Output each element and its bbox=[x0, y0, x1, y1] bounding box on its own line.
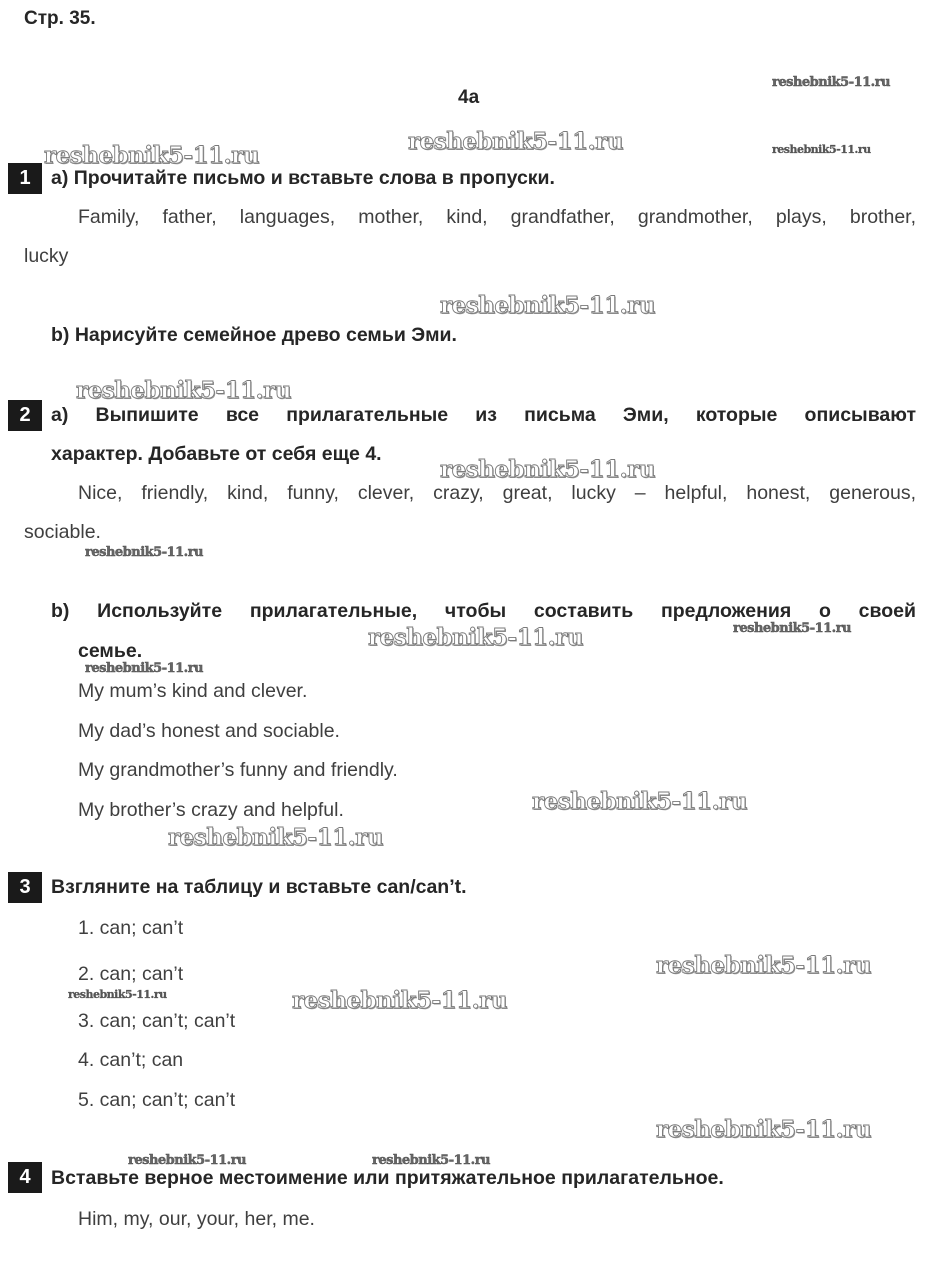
watermark: reshebnik5-11.ru bbox=[68, 988, 167, 1001]
sentence: My dad’s honest and sociable. bbox=[78, 720, 340, 742]
watermark: reshebnik5-11.ru bbox=[733, 621, 852, 636]
answer-item: 5. can; can’t; can’t bbox=[78, 1089, 236, 1111]
task1-a-answer: Family, father, languages, mother, kind, grandfather, grandmother, plays, brother, bbox=[78, 206, 916, 228]
answer-item: 2. can; can’t bbox=[78, 963, 184, 985]
page-number: Стр. 35. bbox=[24, 8, 96, 29]
task-number-badge: 4 bbox=[8, 1162, 42, 1193]
task2-a-title: a) Выпишите все прилагательные из письма Эми, которые описывают bbox=[51, 404, 916, 426]
watermark: reshebnik5-11.ru bbox=[76, 377, 291, 404]
watermark: reshebnik5-11.ru bbox=[408, 128, 623, 155]
watermark: reshebnik5-11.ru bbox=[440, 292, 655, 319]
watermark: reshebnik5-11.ru bbox=[85, 661, 204, 676]
task4-title: Вставьте верное местоимение или притяжательное прилагательное. bbox=[51, 1167, 724, 1189]
watermark: reshebnik5-11.ru bbox=[44, 142, 259, 169]
answer-item: 1. can; can’t bbox=[78, 917, 184, 939]
sentence: My grandmother’s funny and friendly. bbox=[78, 759, 398, 781]
sentence: My mum’s kind and clever. bbox=[78, 680, 308, 702]
task2-a-title-cont: характер. Добавьте от себя еще 4. bbox=[51, 443, 382, 465]
watermark: reshebnik5-11.ru bbox=[440, 456, 655, 483]
watermark: reshebnik5-11.ru bbox=[772, 75, 891, 90]
task-number-badge: 3 bbox=[8, 872, 42, 903]
task2-a-answer: Nice, friendly, kind, funny, clever, crazy, great, lucky – helpful, honest, generous, bbox=[78, 482, 916, 504]
sentence: My brother’s crazy and helpful. bbox=[78, 799, 344, 821]
task2-b-title: b) Используйте прилагательные, чтобы составить предложения о своей bbox=[51, 600, 916, 622]
task2-a-answer-cont: sociable. bbox=[24, 521, 101, 543]
watermark: reshebnik5-11.ru bbox=[656, 952, 871, 979]
answer-item: 4. can’t; can bbox=[78, 1049, 184, 1071]
watermark: reshebnik5-11.ru bbox=[85, 545, 204, 560]
task1-b-title: b) Нарисуйте семейное древо семьи Эми. bbox=[51, 324, 457, 346]
task-number-badge: 1 bbox=[8, 163, 42, 194]
watermark: reshebnik5-11.ru bbox=[292, 987, 507, 1014]
watermark: reshebnik5-11.ru bbox=[372, 1153, 491, 1168]
watermark: reshebnik5-11.ru bbox=[532, 788, 747, 815]
task3-title: Взгляните на таблицу и вставьте can/can’t. bbox=[51, 876, 467, 898]
watermark: reshebnik5-11.ru bbox=[128, 1153, 247, 1168]
watermark: reshebnik5-11.ru bbox=[368, 624, 583, 651]
task2-b-title-cont: семье. bbox=[78, 640, 143, 662]
task1-a-answer-cont: lucky bbox=[24, 245, 69, 267]
watermark: reshebnik5-11.ru bbox=[656, 1116, 871, 1143]
task1-a-title: a) Прочитайте письмо и вставьте слова в пропуски. bbox=[51, 167, 555, 189]
answer-item: 3. can; can’t; can’t bbox=[78, 1010, 236, 1032]
section-title: 4a bbox=[458, 87, 480, 108]
task-number-badge: 2 bbox=[8, 400, 42, 431]
watermark: reshebnik5-11.ru bbox=[168, 824, 383, 851]
task4-answer: Him, my, our, your, her, me. bbox=[78, 1208, 315, 1230]
watermark: reshebnik5-11.ru bbox=[772, 143, 871, 156]
